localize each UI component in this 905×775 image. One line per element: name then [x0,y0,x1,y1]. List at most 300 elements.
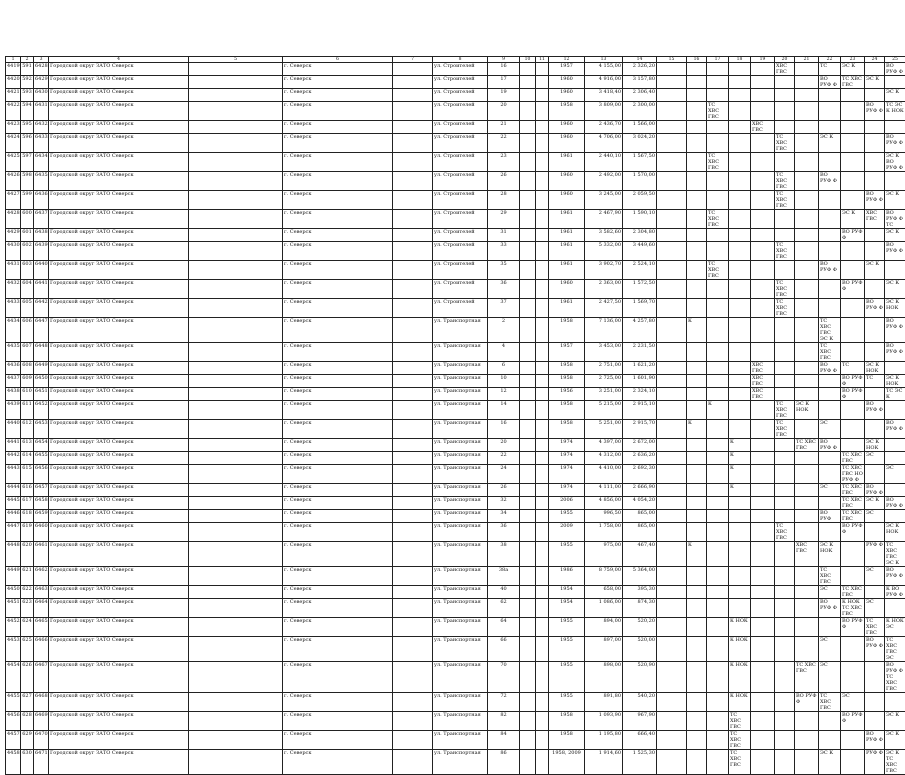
table-cell: 6434 [34,152,49,171]
table-cell-text: ТС [886,222,893,228]
table-cell: 2 059,50 [623,190,657,209]
table-cell [657,730,687,749]
table-cell: 4450 [6,585,21,598]
table-cell [707,120,729,133]
table-cell [795,89,819,102]
table-cell [393,374,433,387]
table-cell [393,617,433,636]
table-cell: 5 215,00 [585,400,623,419]
table-cell: ЭС К [865,260,885,279]
table-cell [393,260,433,279]
table-row [6,298,905,317]
table-cell: 4 257,80 [623,317,657,342]
table-cell [819,464,841,483]
table-cell: 16 [488,419,520,438]
table-cell: ВО РУФ Ф [841,617,865,636]
table-cell: 666,40 [623,730,657,749]
table-cell: Городской округ ЗАТО Северск [49,171,189,190]
table-cell: ЭС [819,636,841,661]
table-cell: Городской округ ЗАТО Северск [49,228,189,241]
header-cell: 14 [623,57,657,63]
table-cell [795,509,819,522]
table-row [6,585,905,598]
table-cell: ЭС К [865,76,885,89]
table-cell: 1960 [549,89,585,102]
table-cell: ул. Строителей [433,279,488,298]
table-cell: 4432 [6,279,21,298]
table-cell: 6458 [34,496,49,509]
table-cell: 31 [488,228,520,241]
table-cell [189,89,283,102]
table-cell [729,209,751,228]
table-cell: 894,00 [585,617,623,636]
table-cell [885,279,905,298]
table-cell: ул. Транспортная [433,317,488,342]
table-cell [795,190,819,209]
table-cell [189,661,283,692]
table-cell [707,279,729,298]
table-cell: Городской округ ЗАТО Северск [49,298,189,317]
table-cell [775,464,795,483]
table-cell: ТС ХВС ГВС ЭС К [819,317,841,342]
table-cell: ТС ХВС ГВС [775,133,795,152]
table-cell [520,451,536,464]
table-cell: ТС ХВС ГВС [775,241,795,260]
table-cell [687,438,707,451]
table-cell [885,361,905,374]
table-cell: 1 093,90 [585,711,623,730]
table-cell [657,241,687,260]
table-cell-text: ВО РУФ Ф [886,134,903,146]
table-cell: 599 [21,190,34,209]
table-cell [189,438,283,451]
table-cell: 6428 [34,63,49,76]
table-cell-text: ЭС К [886,388,902,400]
table-cell [885,661,905,692]
table-row [6,209,905,228]
table-row [6,133,905,152]
table-cell: 627 [21,692,34,711]
table-cell: 6448 [34,342,49,361]
table-cell: ЭС К НОК [865,438,885,451]
table-cell [189,241,283,260]
header-cell: 3 [34,57,49,63]
table-cell: 3 453,00 [585,342,623,361]
table-cell: К НОК ТС ХВС ГВС [841,598,865,617]
table-cell-text: ЭС К [886,280,899,286]
table-cell [657,342,687,361]
table-cell: ВО РУФ Ф [865,483,885,496]
table-cell-text: ВО РУФ Ф [886,159,903,171]
table-cell: 6465 [34,617,49,636]
table-cell: 2 427,50 [585,298,623,317]
table-cell [729,241,751,260]
table-cell: 29 [488,209,520,228]
housing-register-table [5,56,905,775]
table-cell: 6449 [34,361,49,374]
table-cell-text: ВО РУФ Ф [886,343,903,355]
table-cell: К НОК [729,617,751,636]
table-cell: ВО РУФ Ф [819,260,841,279]
table-cell [729,374,751,387]
table-cell [885,342,905,361]
table-cell: 606 [21,317,34,342]
table-cell [520,496,536,509]
table-cell: Городской округ ЗАТО Северск [49,120,189,133]
table-cell [885,260,905,279]
table-cell [657,63,687,76]
table-cell [687,400,707,419]
table-cell [751,661,775,692]
table-cell: 40 [488,585,520,598]
table-cell: Городской округ ЗАТО Северск [49,133,189,152]
table-cell: г. Северск [283,387,393,400]
table-cell: Городской округ ЗАТО Северск [49,190,189,209]
table-cell: ВО РУФ Ф [841,711,865,730]
table-cell [536,298,549,317]
table-cell: ТС ХВС ГВС [841,76,865,89]
table-cell: 1954 [549,598,585,617]
table-cell: РУФ Ф [865,749,885,774]
table-cell: 4426 [6,171,21,190]
table-cell [520,661,536,692]
table-cell: Городской округ ЗАТО Северск [49,76,189,89]
table-cell: 6464 [34,598,49,617]
table-cell [687,483,707,496]
table-cell [707,241,729,260]
table-cell: 658,00 [585,585,623,598]
table-cell: г. Северск [283,617,393,636]
table-cell: 1960 [549,279,585,298]
table-cell [775,585,795,598]
table-cell: 597 [21,152,34,171]
table-cell: К [729,464,751,483]
table-cell: 38 [488,541,520,566]
table-cell [795,209,819,228]
table-cell [393,661,433,692]
header-cell: 22 [819,57,841,63]
header-cell: 7 [393,57,433,63]
table-cell [819,451,841,464]
table-cell: 4454 [6,661,21,692]
table-cell: ВО РУФ Ф [841,228,865,241]
table-row [6,692,905,711]
table-cell: ТС ХВС ГВС [819,342,841,361]
header-cell: 9 [488,57,520,63]
table-cell: 4420 [6,76,21,89]
table-cell: 595 [21,120,34,133]
table-cell-text: ЭС К НОК [886,375,899,387]
table-cell: 602 [21,241,34,260]
table-cell [751,89,775,102]
table-row [6,522,905,541]
table-cell [819,298,841,317]
table-cell-text: ТС [886,388,893,394]
table-row [6,541,905,566]
table-cell [795,228,819,241]
table-cell: г. Северск [283,509,393,522]
table-cell: г. Северск [283,342,393,361]
table-cell [885,617,905,636]
table-cell [819,228,841,241]
table-cell [707,483,729,496]
table-cell: 4455 [6,692,21,711]
table-row [6,171,905,190]
table-cell [189,120,283,133]
table-cell [729,585,751,598]
table-cell: 4 397,00 [585,438,623,451]
table-cell [393,317,433,342]
table-cell [795,598,819,617]
table-cell [751,585,775,598]
table-cell: 3 024,20 [623,133,657,152]
table-cell: ул. Транспортная [433,464,488,483]
table-cell: ТС ХВС ГВС [775,298,795,317]
table-cell: 4 312,00 [585,451,623,464]
table-cell: Городской округ ЗАТО Северск [49,483,189,496]
table-cell [393,133,433,152]
table-cell [729,260,751,279]
table-cell [520,400,536,419]
table-cell [775,541,795,566]
table-cell [536,711,549,730]
table-cell [885,566,905,585]
table-cell [751,241,775,260]
table-cell: 614 [21,451,34,464]
table-cell: ВО РУФ Ф [841,279,865,298]
table-cell [865,419,885,438]
table-cell [819,190,841,209]
table-cell: 72 [488,692,520,711]
table-cell [687,509,707,522]
table-cell [865,522,885,541]
table-cell [729,598,751,617]
table-cell [885,190,905,209]
table-cell: 1958 [549,730,585,749]
table-cell [536,190,549,209]
table-cell [885,89,905,102]
table-cell [707,566,729,585]
table-cell [520,387,536,400]
table-cell [687,101,707,120]
table-cell: г. Северск [283,89,393,102]
table-cell [775,89,795,102]
table-cell: Городской округ ЗАТО Северск [49,374,189,387]
table-cell: 4447 [6,522,21,541]
table-cell [189,522,283,541]
table-cell [865,711,885,730]
table-cell: Городской округ ЗАТО Северск [49,730,189,749]
table-cell: 540,20 [623,692,657,711]
table-cell [751,541,775,566]
table-cell [536,209,549,228]
table-cell: ул. Транспортная [433,400,488,419]
table-cell: ВО РУФ Ф [865,298,885,317]
table-cell [687,585,707,598]
table-cell: 6455 [34,451,49,464]
table-cell: 1 914,60 [585,749,623,774]
table-cell [393,152,433,171]
table-cell: ТС [819,63,841,76]
table-cell [795,133,819,152]
table-cell: 4440 [6,419,21,438]
table-cell-text: ЭС К [886,191,899,197]
header-cell: 6 [283,57,393,63]
table-cell [795,241,819,260]
table-cell [819,711,841,730]
table-cell [841,133,865,152]
table-cell: 22 [488,133,520,152]
table-cell: 1 567,50 [623,152,657,171]
table-cell [393,522,433,541]
table-cell [795,361,819,374]
table-cell [536,509,549,522]
table-cell [751,509,775,522]
table-cell [687,171,707,190]
table-cell [657,209,687,228]
table-cell [657,361,687,374]
table-cell: ул. Транспортная [433,438,488,451]
table-cell [795,566,819,585]
table-cell [885,76,905,89]
table-cell: 3 902,70 [585,260,623,279]
table-cell [536,451,549,464]
table-cell [393,585,433,598]
table-cell [393,342,433,361]
table-cell: ЭС К НОК [865,361,885,374]
table-cell: г. Северск [283,374,393,387]
table-cell [520,342,536,361]
table-cell [707,749,729,774]
table-cell [865,279,885,298]
table-cell: 4444 [6,483,21,496]
table-cell [885,496,905,509]
table-cell: 2 363,00 [585,279,623,298]
table-cell [707,133,729,152]
table-cell: 6430 [34,89,49,102]
table-cell [775,617,795,636]
table-cell [687,464,707,483]
table-cell [687,566,707,585]
table-cell [536,541,549,566]
table-cell [520,63,536,76]
table-cell: ВО РУФ Ф [865,400,885,419]
table-cell: 4423 [6,120,21,133]
table-cell [536,228,549,241]
table-cell [819,387,841,400]
table-cell: 4 856,00 [585,496,623,509]
table-cell: 629 [21,730,34,749]
table-cell [687,374,707,387]
table-cell: г. Северск [283,566,393,585]
table-cell: 2 300,00 [623,101,657,120]
table-cell: ул. Транспортная [433,451,488,464]
table-cell: 4 916,00 [585,76,623,89]
table-row [6,419,905,438]
table-cell [687,496,707,509]
table-cell: 1974 [549,438,585,451]
table-cell: г. Северск [283,63,393,76]
table-cell [189,496,283,509]
table-cell-text: ВО РУФ Ф [886,420,903,432]
table-cell [729,298,751,317]
header-cell: 23 [841,57,865,63]
table-cell [189,464,283,483]
table-cell [189,749,283,774]
table-cell: ХВС ГВС [751,387,775,400]
table-cell [520,749,536,774]
table-cell: 4425 [6,152,21,171]
table-cell: Городской округ ЗАТО Северск [49,209,189,228]
table-cell: 66 [488,636,520,661]
table-cell-text: ТС ХВС ГВС [886,542,897,560]
table-cell: 4452 [6,617,21,636]
table-cell: 4424 [6,133,21,152]
table-cell: 82 [488,711,520,730]
table-cell: 467,40 [623,541,657,566]
table-cell [536,661,549,692]
table-cell: 1 566,00 [623,120,657,133]
table-cell: Городской округ ЗАТО Северск [49,661,189,692]
header-cell: 16 [687,57,707,63]
table-cell: Городской округ ЗАТО Северск [49,260,189,279]
table-cell: 1955 [549,541,585,566]
table-cell [657,541,687,566]
table-cell: 1957 [549,342,585,361]
table-cell: 1974 [549,451,585,464]
table-cell: ул. Транспортная [433,636,488,661]
table-cell [657,483,687,496]
table-cell: 36 [488,522,520,541]
table-cell [729,279,751,298]
table-cell [841,419,865,438]
table-cell: Городской округ ЗАТО Северск [49,522,189,541]
table-cell [841,400,865,419]
table-cell [819,617,841,636]
header-cell: 13 [585,57,623,63]
table-cell [687,387,707,400]
table-cell-text: ЭС К [886,560,899,566]
table-cell: ТС [841,361,865,374]
table-cell: К [707,400,729,419]
table-cell: ХВС ГВС [751,374,775,387]
table-cell: ВО РУФ Ф [819,76,841,89]
table-cell [520,361,536,374]
table-cell [865,585,885,598]
table-cell [657,228,687,241]
table-cell-text: ЭС К НОК [886,523,899,535]
table-cell: Городской округ ЗАТО Северск [49,400,189,419]
table-cell [393,483,433,496]
table-cell: 14 [488,400,520,419]
table-cell: 891,80 [585,692,623,711]
table-cell: 621 [21,566,34,585]
table-cell: 23 [488,152,520,171]
table-cell [536,387,549,400]
table-cell: Городской округ ЗАТО Северск [49,342,189,361]
table-row [6,152,905,171]
table-cell: ЭС [865,509,885,522]
table-cell [751,76,775,89]
table-cell: ул. Строителей [433,120,488,133]
table-cell: г. Северск [283,464,393,483]
table-cell: г. Северск [283,190,393,209]
table-cell-text: ТС ХВС ГВС [886,674,897,692]
table-cell: 6463 [34,585,49,598]
table-cell-text: ЭС К [886,731,899,737]
table-cell: 1961 [549,260,585,279]
table-cell: 28 [488,190,520,209]
